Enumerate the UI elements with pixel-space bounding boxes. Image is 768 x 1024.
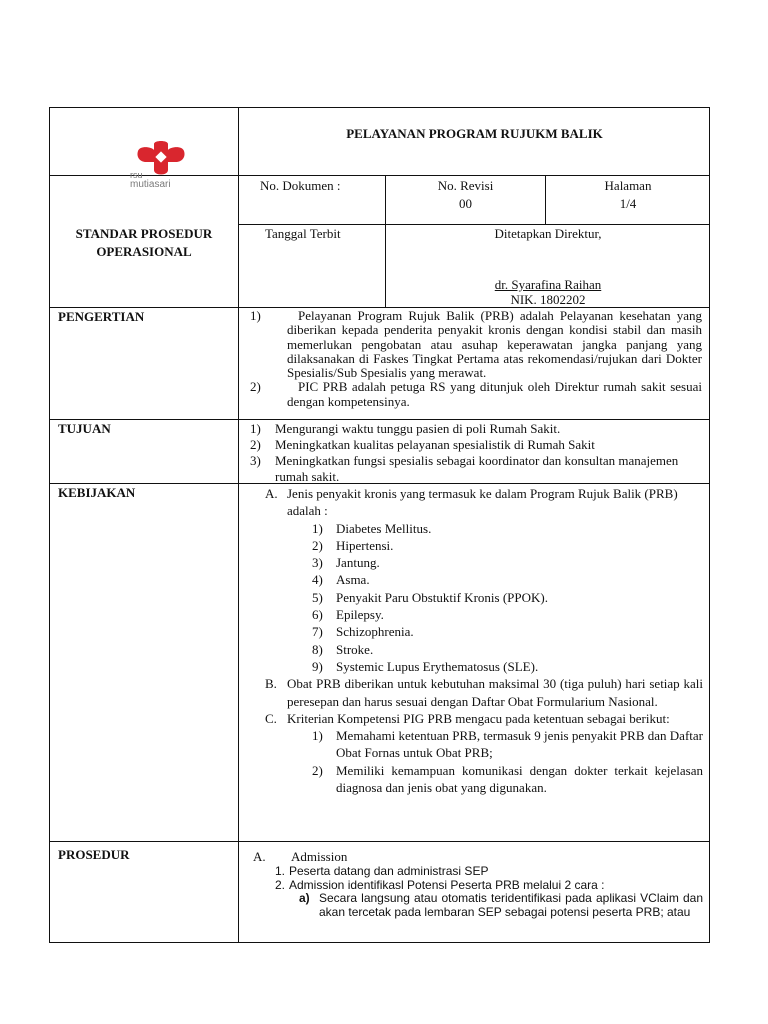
list-marker: 1) bbox=[250, 308, 261, 323]
pengertian-list bbox=[250, 309, 702, 409]
list-marker: 1) bbox=[312, 520, 323, 536]
list-text: Memiliki kemampuan komunikasi dengan dokter terkait kejelasan diagnosa dan jenis obat yang digunakan. bbox=[336, 762, 703, 796]
logo-text-top: rsu bbox=[130, 170, 143, 180]
prosedur-label: PROSEDUR bbox=[58, 847, 130, 862]
list-text: Admission bbox=[291, 849, 348, 864]
list-item bbox=[312, 658, 703, 675]
list-item bbox=[312, 727, 703, 762]
list-text: Schizophrenia. bbox=[336, 624, 414, 640]
no-revisi-label: No. Revisi bbox=[437, 178, 494, 193]
list-marker: 2) bbox=[250, 379, 261, 395]
divider bbox=[238, 224, 710, 225]
list-marker: 7) bbox=[312, 624, 323, 640]
list-item bbox=[250, 380, 702, 409]
list-marker: 1) bbox=[312, 728, 323, 744]
list-item bbox=[275, 865, 703, 879]
sop-document bbox=[49, 107, 710, 943]
list-text: Secara langsung atau otomatis teridentifikasi pada aplikasi VClaim dan akan tercetak pada lembaran SEP sebagai potensi peserta PRB; atau bbox=[319, 891, 703, 919]
halaman-label: Halaman bbox=[604, 178, 652, 193]
list-text: Mengurangi waktu tunggu pasien di poli Rumah Sakit. bbox=[275, 421, 561, 436]
divider bbox=[50, 419, 710, 420]
policy-item-a bbox=[265, 485, 703, 520]
halaman-value: 1/4 bbox=[619, 196, 637, 211]
list-item bbox=[250, 453, 702, 485]
list-marker: 2) bbox=[250, 437, 261, 452]
divider bbox=[238, 108, 239, 943]
list-marker: 6) bbox=[312, 607, 323, 623]
list-text: Asma. bbox=[336, 572, 370, 588]
list-item bbox=[250, 421, 702, 437]
disease-list bbox=[265, 520, 703, 676]
policy-item-b bbox=[265, 675, 703, 710]
list-item bbox=[312, 537, 703, 554]
list-item bbox=[250, 309, 702, 380]
logo-text-bottom: mutiasari bbox=[130, 179, 171, 190]
policy-item-c bbox=[265, 710, 703, 727]
kebijakan-content bbox=[265, 485, 703, 796]
list-marker: 3) bbox=[312, 555, 323, 571]
list-marker: 9) bbox=[312, 658, 323, 674]
list-item bbox=[275, 879, 703, 893]
list-item bbox=[312, 520, 703, 537]
list-marker: a) bbox=[299, 891, 310, 906]
list-text: Hipertensi. bbox=[336, 537, 394, 553]
hospital-logo bbox=[130, 138, 200, 198]
list-marker: A. bbox=[265, 486, 278, 501]
tujuan-label: TUJUAN bbox=[58, 421, 111, 436]
pengertian-label: PENGERTIAN bbox=[58, 309, 145, 324]
list-marker: C. bbox=[265, 710, 277, 726]
list-item bbox=[312, 554, 703, 571]
prosedur-content bbox=[253, 850, 703, 919]
list-item bbox=[312, 589, 703, 606]
director-nik: NIK. 1802202 bbox=[510, 292, 586, 307]
ditetapkan-direktur: Ditetapkan Direktur, bbox=[494, 226, 602, 241]
list-marker: 2) bbox=[312, 762, 323, 778]
list-item bbox=[312, 641, 703, 658]
list-text: PIC PRB adalah petuga RS yang ditunjuk oleh Direktur rumah sakit sesuai dengan kompetensinya. bbox=[287, 379, 702, 409]
list-marker: 2) bbox=[312, 537, 323, 553]
list-text: Meningkatkan fungsi spesialis sebagai koordinator dan konsultan manajemen rumah sakit. bbox=[275, 453, 679, 484]
list-marker: 2. bbox=[275, 877, 286, 892]
list-item bbox=[312, 623, 703, 640]
list-item bbox=[275, 892, 703, 919]
tanggal-terbit-label: Tanggal Terbit bbox=[265, 226, 341, 241]
list-marker: 5) bbox=[312, 589, 323, 605]
procedure-item-a bbox=[253, 850, 703, 864]
list-item bbox=[312, 762, 703, 797]
list-text: Systemic Lupus Erythematosus (SLE). bbox=[336, 658, 539, 674]
list-marker: 8) bbox=[312, 641, 323, 657]
list-item bbox=[312, 606, 703, 623]
list-marker: 1. bbox=[275, 864, 286, 878]
list-marker: A. bbox=[253, 849, 266, 864]
list-text: Epilepsy. bbox=[336, 607, 384, 623]
competency-list bbox=[265, 727, 703, 796]
no-revisi-value: 00 bbox=[459, 196, 472, 211]
list-marker: 1) bbox=[250, 421, 261, 436]
list-marker: 3) bbox=[250, 453, 261, 468]
list-text: Peserta datang dan administrasi SEP bbox=[289, 864, 489, 878]
list-text: Diabetes Mellitus. bbox=[336, 520, 432, 536]
document-title: PELAYANAN PROGRAM RUJUKM BALIK bbox=[346, 126, 603, 141]
list-text: Admission identifikasl Potensi Peserta PRB melalui 2 cara : bbox=[289, 877, 605, 892]
sop-label-line1: STANDAR PROSEDUR bbox=[75, 226, 213, 241]
no-dokumen-label: No. Dokumen : bbox=[260, 178, 341, 193]
list-text: Jenis penyakit kronis yang termasuk ke dalam Program Rujuk Balik (PRB) adalah : bbox=[287, 486, 678, 519]
list-item bbox=[250, 437, 702, 453]
divider bbox=[50, 841, 710, 842]
list-text: Memahami ketentuan PRB, termasuk 9 jenis penyakit PRB dan Daftar Obat Fornas untuk Obat PRB; bbox=[336, 728, 703, 761]
list-marker: B. bbox=[265, 676, 277, 692]
list-text: Obat PRB diberikan untuk kebutuhan maksimal 30 (tiga puluh) hari setiap kali peresepan dan harus sesuai dengan Daftar Obat Formularium Nasional. bbox=[287, 676, 703, 709]
list-text: Penyakit Paru Obstuktif Kronis (PPOK). bbox=[336, 589, 548, 605]
list-text: Pelayanan Program Rujuk Balik (PRB) adalah Pelayanan kesehatan yang diberikan kepada penderita penyakit kronis dengan kondisi stabil dan masih memerlukan pengobatan atau asuhap keperawatan jangka panjang yang dilaksanakan di Faskes Tingkat Pertama atas rekomendasi/rujukan dari Dokter Spesialis/Sub Spesialis yang merawat. bbox=[287, 308, 702, 381]
list-text: Meningkatkan kualitas pelayanan spesialistik di Rumah Sakit bbox=[275, 437, 595, 452]
kebijakan-label: KEBIJAKAN bbox=[58, 485, 136, 500]
list-text: Jantung. bbox=[336, 555, 380, 571]
procedure-steps bbox=[253, 865, 703, 919]
list-marker: 4) bbox=[312, 572, 323, 588]
sop-label-line2: OPERASIONAL bbox=[96, 244, 192, 259]
director-name: dr. Syarafina Raihan bbox=[494, 277, 602, 292]
list-text: Kriterian Kompetensi PIG PRB mengacu pada ketentuan sebagai berikut: bbox=[287, 710, 670, 726]
tujuan-list bbox=[250, 421, 702, 485]
list-item bbox=[312, 571, 703, 588]
list-text: Stroke. bbox=[336, 641, 374, 657]
